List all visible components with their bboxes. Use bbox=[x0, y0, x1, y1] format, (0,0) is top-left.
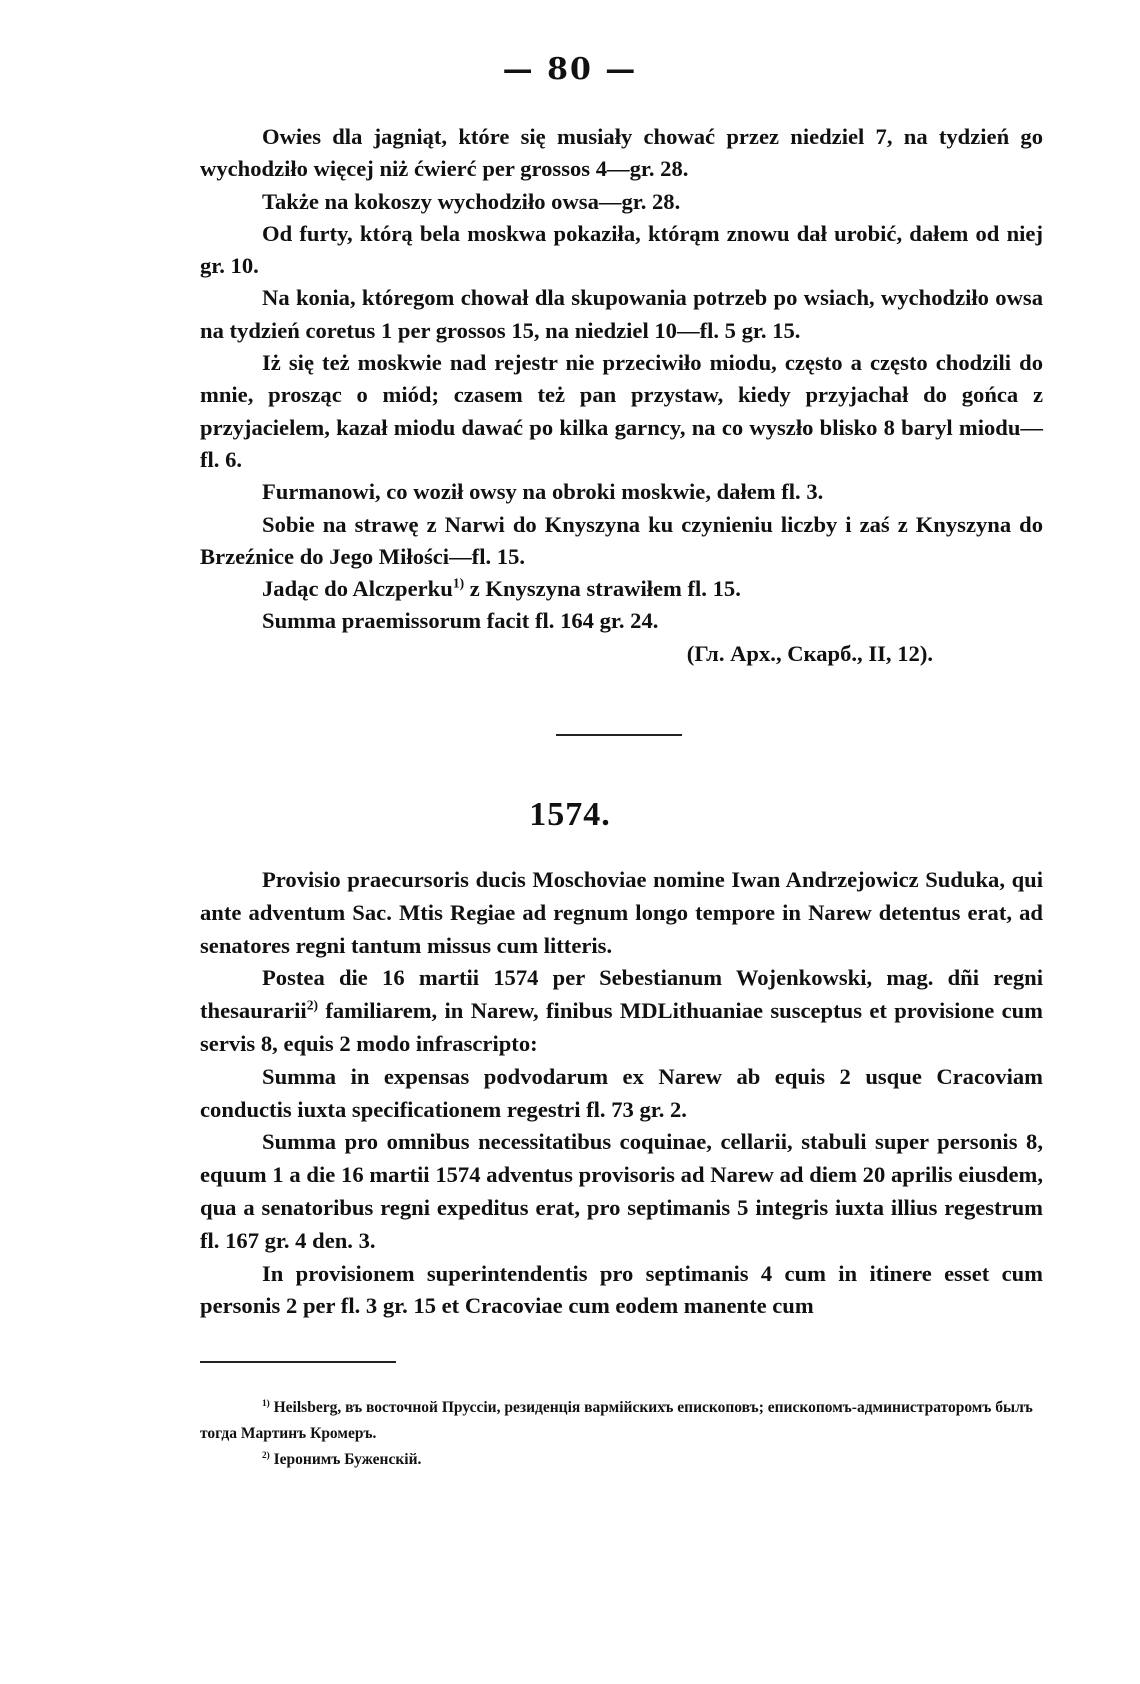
footnote-divider bbox=[200, 1361, 396, 1363]
entry-paragraph: Na konia, któregom chował dla skupowania potrzeb po wsiach, wychodziło owsa na tydzień coretus 1 per grossos 15, na niedziel 10—fl. 5 gr. 15. bbox=[200, 285, 1043, 343]
footnote-text: Іеронимъ Буженскій. bbox=[269, 1451, 422, 1468]
provisio-paragraph: In provisionem superintendentis pro septimanis 4 cum in itinere esset cum personis 2 per fl. 3 gr. 15 et Cracoviae cum eodem manente cum bbox=[200, 1260, 1043, 1319]
footnote-marker: 1) bbox=[262, 1398, 270, 1409]
entry-text: z Knyszyna strawiłem fl. 15. bbox=[464, 576, 741, 602]
account-entries bbox=[200, 121, 1043, 670]
entry-paragraph: Także na kokoszy wychodziło owsa—gr. 28. bbox=[262, 188, 681, 214]
year-heading: 1574. bbox=[529, 796, 611, 833]
footnote-marker: 2) bbox=[262, 1450, 270, 1461]
entry-paragraph: Iż się też moskwie nad rejestr nie przeciwiło miodu, często a często chodzili do mnie, prosząc o miód; czasem też pan przystaw, kiedy przyjachał do gońca z przyjacielem, kazał miodu dawać po kilka garncy, na co wyszło blisko 8 baryl miodu—fl. 6. bbox=[200, 350, 1043, 472]
provisio-text: Postea die 16 martii 1574 per Sebestianum Wojenkowski, mag. dñi regni thesaurarii bbox=[200, 965, 1043, 1024]
footnote-text: Heilsberg, въ восточной Пруссіи, резиденція вармійскихъ епископовъ; епископомъ-администраторомъ былъ тогда Мартинъ Кромеръ. bbox=[200, 1399, 1033, 1442]
entry-paragraph: Od furty, którą bela moskwa pokaziła, którąm znowu dał urobić, dałem od niej gr. 10. bbox=[200, 220, 1043, 279]
footnote-ref: 2) bbox=[306, 997, 318, 1013]
entry-paragraph: Owies dla jagniąt, które się musiały chować przez niedziel 7, na tydzień go wychodziło więcej niż ćwierć per grossos 4—gr. 28. bbox=[200, 124, 1043, 182]
provisio-paragraph: Summa pro omnibus necessitatibus coquinae, cellarii, stabuli super personis 8, equum 1 a die 16 martii 1574 adventus provisoris ad Narew ad diem 20 aprilis eiusdem, qua a senatoribus regni expeditus erat, pro septimanis 5 integris iuxta illius regestrum fl. 167 gr. 4 den. 3. bbox=[200, 1129, 1043, 1253]
provisio-paragraph-with-note bbox=[200, 962, 1043, 1060]
source-citation: (Гл. Арх., Скарб., II, 12). bbox=[686, 640, 933, 666]
provisio-section bbox=[200, 864, 1043, 1323]
footnote-2 bbox=[200, 1447, 1043, 1473]
provisio-paragraph: Summa in expensas podvodarum ex Narew ab equis 2 usque Cracoviam conductis iuxta specificationem regestri fl. 73 gr. 2. bbox=[200, 1063, 1043, 1122]
entry-paragraph-with-note bbox=[200, 573, 1043, 605]
entry-paragraph: Sobie na strawę z Narwi do Knyszyna ku czynieniu liczby i zaś z Knyszyna do Brzeźnice do Jego Miłości—fl. 15. bbox=[200, 511, 1043, 569]
summa-line: Summa praemissorum facit fl. 164 gr. 24. bbox=[262, 608, 659, 634]
entry-text: Jadąc do Alczperku bbox=[262, 576, 453, 602]
footnotes bbox=[200, 1395, 1043, 1473]
footnote-ref: 1) bbox=[452, 575, 465, 591]
footnote-1 bbox=[200, 1395, 1043, 1447]
provisio-intro: Provisio praecursoris ducis Moschoviae nomine Iwan Andrzejowicz Suduka, qui ante adventum Sac. Mtis Regiae ad regnum longo tempore in Narew detentus erat, ad senatores regni tantum missus cum litteris. bbox=[200, 867, 1043, 958]
section-divider bbox=[556, 734, 682, 736]
provisio-text: familiarem, in Narew, finibus MDLithuaniae susceptus et provisione cum servis 8, equis 2 modo infrascripto: bbox=[200, 998, 1043, 1056]
page-number: — 80 — bbox=[502, 52, 638, 87]
entry-paragraph: Furmanowi, co woził owsy na obroki moskwie, dałem fl. 3. bbox=[262, 479, 824, 505]
